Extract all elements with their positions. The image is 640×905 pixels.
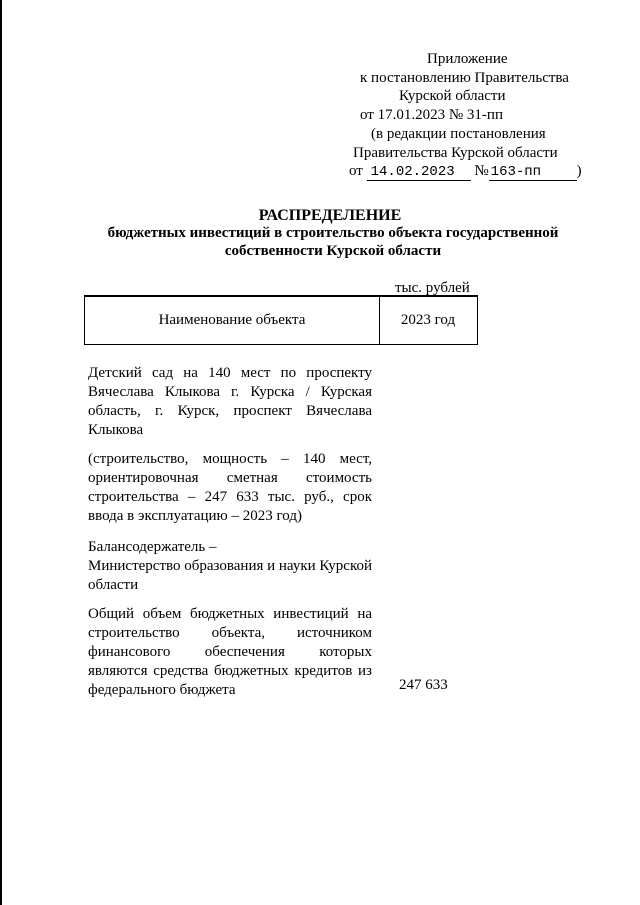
column-header-object-name: Наименование объекта [85, 297, 380, 344]
column-header-year: 2023 год [400, 312, 456, 328]
document-title: РАСПРЕДЕЛЕНИЕ [258, 207, 402, 224]
table-header [84, 295, 478, 345]
page-edge-rule [0, 0, 2, 905]
appendix-original-date: от 17.01.2023 № 31-пп [360, 107, 503, 123]
object-details: (строительство, мощность – 140 мест, ориентировочная сметная стоимость строительства – 247 633 тыс. руб., срок ввода в эксплуатацию – 2023 год) [88, 451, 372, 524]
appendix-government: Правительства Курской области [353, 145, 558, 161]
units-label: тыс. рублей [395, 280, 470, 296]
investment-amount: 247 633 [399, 677, 448, 693]
document-subtitle-line1: бюджетных инвестиций в строительство объекта государственной [107, 225, 559, 241]
appendix-revision-note: (в редакции постановления [371, 126, 546, 142]
amendment-date: 14.02.2023 [367, 164, 471, 181]
balance-holder-label: Балансодержатель – [88, 539, 217, 555]
appendix-resolution: к постановлению Правительства [360, 70, 569, 86]
amendment-close-paren: ) [576, 163, 582, 179]
amendment-from-label: от [349, 163, 363, 179]
object-name: Детский сад на 140 мест по проспекту Вячеслава Клыкова г. Курска / Курская область, г. Курск, проспект Вячеслава Клыкова [88, 365, 372, 438]
appendix-title: Приложение [427, 51, 508, 67]
amendment-line [349, 162, 582, 181]
document-subtitle-line2: собственности Курской области [224, 243, 442, 259]
appendix-region: Курской области [399, 88, 506, 104]
investment-volume-text: Общий объем бюджетных инвестиций на строительство объекта, источником финансового обеспечения которых являются средства бюджетных кредитов из федерального бюджета [88, 606, 372, 698]
balance-holder-name: Министерство образования и науки Курской области [88, 558, 372, 593]
amendment-number-label: № [474, 163, 489, 179]
balance-holder [88, 538, 372, 595]
amendment-number: 163-пп [489, 164, 577, 181]
